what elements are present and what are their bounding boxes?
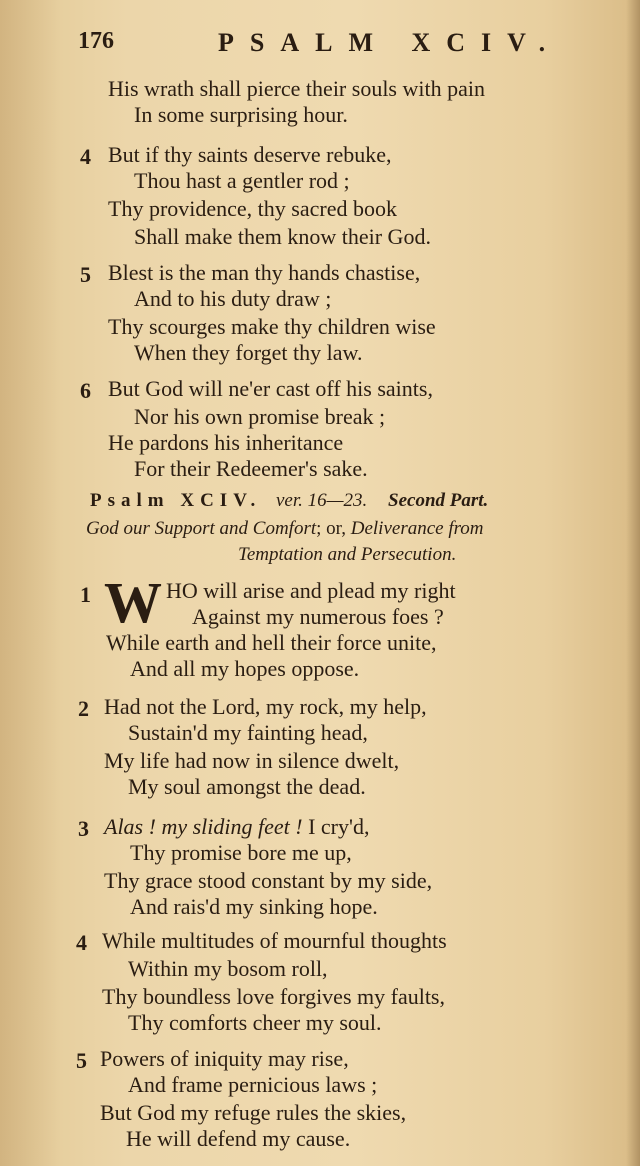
verse-line: Powers of iniquity may rise, [100,1046,349,1071]
verse-line: Thou hast a gentler rod ; [134,168,350,193]
verse-italic: Alas ! my sliding feet ! [104,814,303,839]
verse-line: Had not the Lord, my rock, my help, [104,694,427,719]
verse-line: My life had now in silence dwelt, [104,748,400,773]
stanza-number: 3 [78,816,89,841]
stanza-number: 5 [80,262,91,287]
verse-line: Within my bosom roll, [128,956,328,981]
verse-line: Thy boundless love forgives my faults, [102,984,445,1009]
running-head: PSALM XCIV. [218,28,562,57]
verse-line: Thy providence, thy sacred book [108,196,397,221]
stanza-number: 1 [80,582,91,607]
section-subtitle-line2: Temptation and Persecution. [238,544,457,565]
verse-line [104,814,369,840]
verse-line: But if thy saints deserve rebuke, [108,142,392,167]
subtitle-text: Deliverance from [350,518,484,539]
verse-line: When they forget thy law. [134,340,363,365]
stanza-number: 5 [76,1048,87,1073]
verse-line: Thy grace stood constant by my side, [104,868,433,893]
stanza-number: 4 [76,930,87,955]
verse-line: My soul amongst the dead. [128,774,366,799]
verse-line: HO will arise and plead my right [166,578,456,603]
stanza-number: 2 [78,696,89,721]
verse-line: In some surprising hour. [134,102,348,127]
section-subtitle [86,518,484,540]
verse-line: And to his duty draw ; [134,286,332,311]
section-title: Psalm XCIV. [90,490,262,511]
page-number: 176 [78,28,114,54]
page-shading [0,0,60,1166]
drop-cap: W [104,570,162,635]
verse-line: But God will ne'er cast off his saints, [108,376,433,401]
verse-line: He will defend my cause. [126,1126,351,1151]
section-heading [90,490,488,512]
verse-line: Thy promise bore me up, [130,840,352,865]
verse-line: Against my numerous foes ? [192,604,444,629]
section-verses: ver. 16—23. [275,490,368,511]
stanza-number: 6 [80,378,91,403]
subtitle-text: God our Support and Comfort [86,518,317,539]
verse-line: For their Redeemer's sake. [134,456,368,481]
verse-line: His wrath shall pierce their souls with pain [108,76,485,101]
subtitle-text: ; or, [316,518,346,539]
verse-line: While multitudes of mournful thoughts [102,928,447,953]
verse-line: But God my refuge rules the skies, [100,1100,407,1125]
verse-line: While earth and hell their force unite, [106,630,437,655]
verse-line: And all my hopes oppose. [130,656,360,681]
verse-line: And rais'd my sinking hope. [130,894,378,919]
stanza-number: 4 [80,144,91,169]
verse-line: Thy scourges make thy children wise [108,314,436,339]
verse-line: Shall make them know their God. [134,224,431,249]
section-part: Second Part. [388,490,489,511]
verse-text: I cry'd, [302,814,370,839]
verse-line: And frame pernicious laws ; [128,1072,378,1097]
verse-line: Blest is the man thy hands chastise, [108,260,421,285]
verse-line: He pardons his inheritance [108,430,344,455]
verse-line: Sustain'd my fainting head, [128,720,368,745]
page-edge [626,0,640,1166]
verse-line: Thy comforts cheer my soul. [128,1010,382,1035]
verse-line: Nor his own promise break ; [134,404,386,429]
